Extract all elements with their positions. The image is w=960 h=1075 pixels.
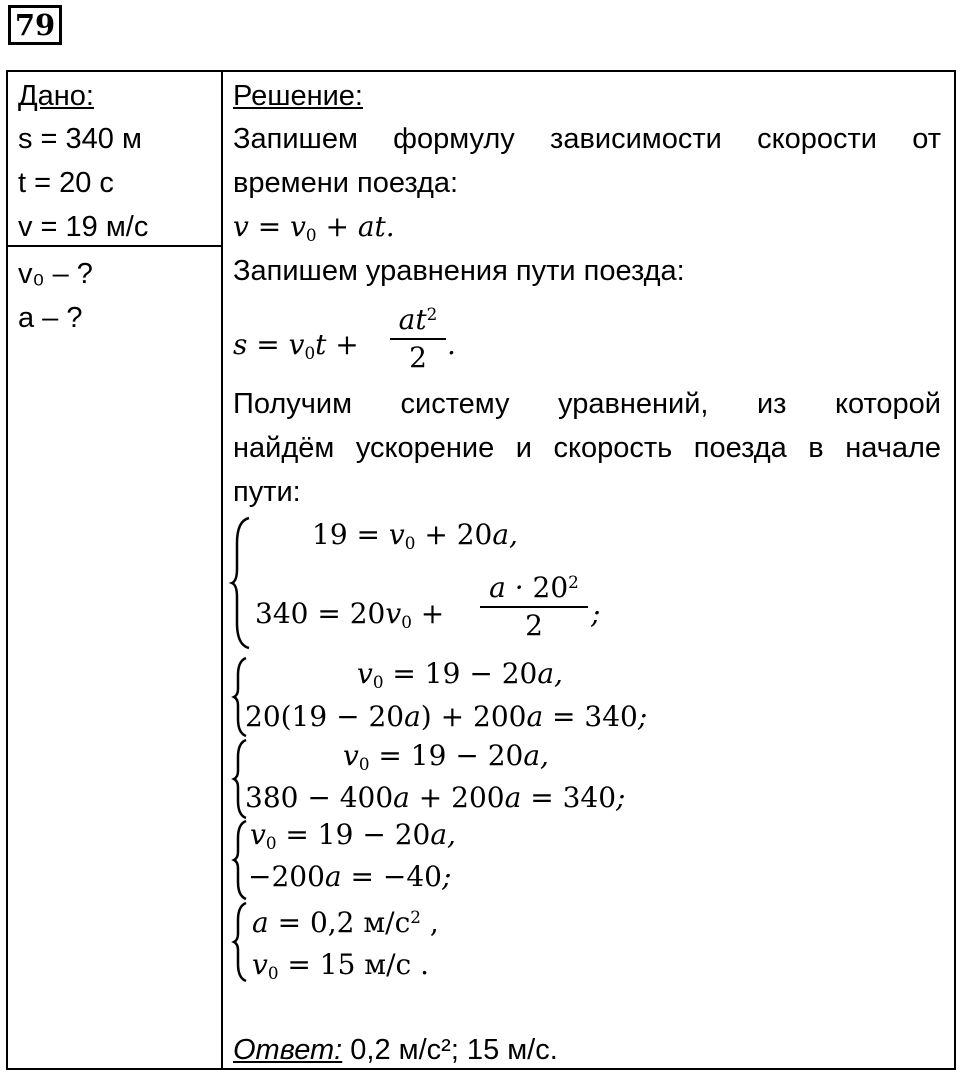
given-divider	[6, 245, 223, 247]
given-velocity: v = 19 м/с	[18, 211, 149, 243]
solution-text-6: пути:	[233, 476, 301, 508]
system2-eq1: $v_0 = 19 - 20a$,	[357, 657, 563, 693]
solution-text-3: Запишем уравнения пути поезда:	[233, 255, 685, 287]
system-brace-1	[229, 515, 255, 651]
solution-text-2: времени поезда:	[233, 167, 459, 199]
solution-text-5: найдём ускорение и скорость поезда в начале	[233, 432, 941, 464]
system3-eq2: 380 − 400a + 200a = 340;	[245, 781, 626, 814]
solution-text-4: Получим систему уравнений, из которой	[233, 388, 941, 420]
formula-path-period: .	[447, 328, 456, 361]
system1-semicolon: ;	[591, 597, 601, 630]
formula-path: $s = v_0t$ +	[233, 328, 359, 364]
column-divider	[221, 70, 223, 1070]
system5-eq2: $v_0 = 15$ м/с .	[252, 948, 430, 984]
answer-label: Ответ:	[233, 1034, 343, 1066]
problem-number-badge: 79	[8, 5, 62, 45]
answer-value: 0,2 м/с²; 15 м/с.	[350, 1034, 558, 1066]
system1-fraction: $a \cdot 20^2$ 2	[480, 566, 588, 642]
given-time: t = 20 с	[18, 167, 114, 199]
system4-eq2: −200a = −40;	[248, 860, 452, 893]
given-distance: s = 340 м	[18, 123, 142, 155]
system3-eq1: $v_0 = 19 - 20a$,	[343, 739, 549, 775]
system1-eq1: $19 = v_0 + 20a$,	[312, 518, 518, 554]
system5-eq1: a = 0,2 $м/с^2$ ,	[252, 906, 439, 940]
solution-heading: Решение:	[233, 80, 363, 112]
formula-path-fraction: $at^2$ 2	[390, 298, 446, 374]
system1-eq2: $340 = 20v_0$ +	[255, 597, 445, 633]
system-brace-5	[231, 900, 251, 984]
given-heading: Дано:	[18, 80, 94, 112]
answer-line	[233, 1032, 558, 1068]
find-acceleration: a – ?	[18, 302, 83, 334]
find-initial-velocity: v₀ – ?	[18, 258, 93, 290]
formula-velocity: $v = v_0$ + at.	[233, 210, 395, 246]
system4-eq1: $v_0 = 19 - 20a$,	[250, 818, 456, 854]
system2-eq2: 20(19 − 20a) + 200a = 340;	[245, 700, 648, 733]
solution-text-1: Запишем формулу зависимости скорости от	[233, 123, 941, 155]
